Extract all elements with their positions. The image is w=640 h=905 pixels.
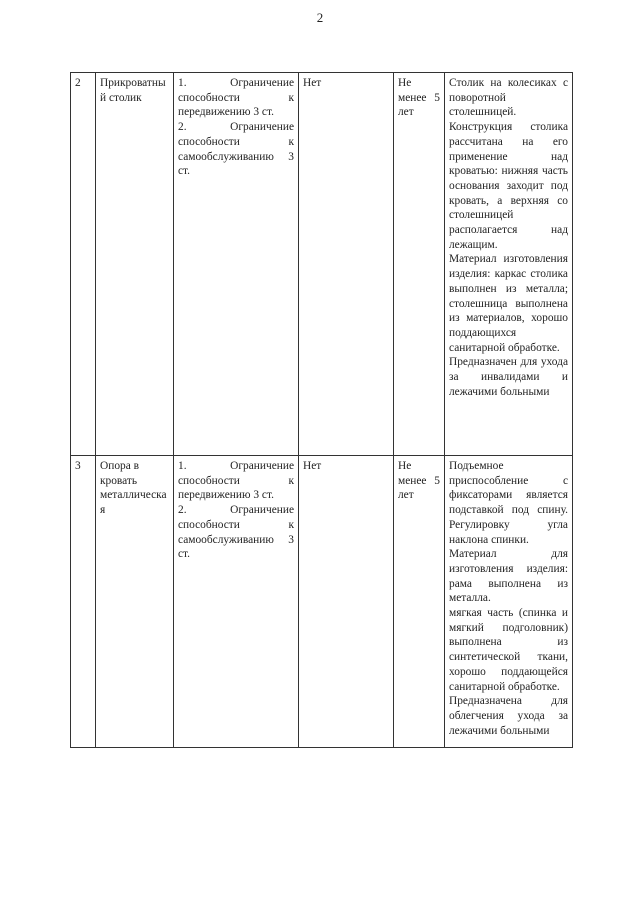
table-row	[71, 456, 573, 748]
service-term-cell: Не менее 5 лет	[394, 73, 445, 456]
contraindications-cell: Нет	[299, 456, 394, 748]
limitation-line: 2. Ограничение способности к самообслуживанию 3 ст.	[178, 121, 294, 178]
description-paragraph: Конструкция столика рассчитана на его применение над кроватью: нижняя часть основания заходит под кровать, а верхняя со столешницей располагается над лежащим.	[449, 121, 568, 251]
contraindications-cell: Нет	[299, 73, 394, 456]
item-name-cell: Прикроватный столик	[96, 73, 174, 456]
row-number-cell: 3	[71, 456, 96, 748]
table-row	[71, 73, 573, 456]
row-number-cell: 2	[71, 73, 96, 456]
requirements-table	[70, 72, 573, 748]
description-paragraph: Материал изготовления изделия: каркас столика выполнен из металла; столешница выполнена из материалов, хорошо поддающихся санитарной обработке.	[449, 253, 568, 354]
description-paragraph: мягкая часть (спинка и мягкий подголовник) выполнена из синтетической ткани, хорошо поддающейся санитарной обработке.	[449, 607, 568, 693]
description-paragraph: Подъемное приспособление с фиксаторами является подставкой под спину. Регулировку угла наклона спинки.	[449, 460, 568, 546]
limitation-line: 1. Ограничение способности к передвижению 3 ст.	[178, 77, 294, 119]
limitations-cell	[174, 73, 299, 456]
limitation-line: 2. Ограничение способности к самообслуживанию 3 ст.	[178, 504, 294, 561]
description-paragraph: Материал для изготовления изделия: рама выполнена из металла.	[449, 548, 568, 605]
limitations-cell	[174, 456, 299, 748]
description-paragraph: Столик на колесиках с поворотной столешницей.	[449, 77, 568, 119]
item-name-cell: Опора в кровать металлическая	[96, 456, 174, 748]
description-cell	[445, 73, 573, 456]
description-cell	[445, 456, 573, 748]
limitation-line: 1. Ограничение способности к передвижению 3 ст.	[178, 460, 294, 502]
description-paragraph: Предназначен для ухода за инвалидами и лежачими больными	[449, 356, 568, 398]
service-term-cell: Не менее 5 лет	[394, 456, 445, 748]
description-paragraph: Предназначена для облегчения ухода за лежачими больными	[449, 695, 568, 737]
page-number: 2	[316, 10, 324, 25]
